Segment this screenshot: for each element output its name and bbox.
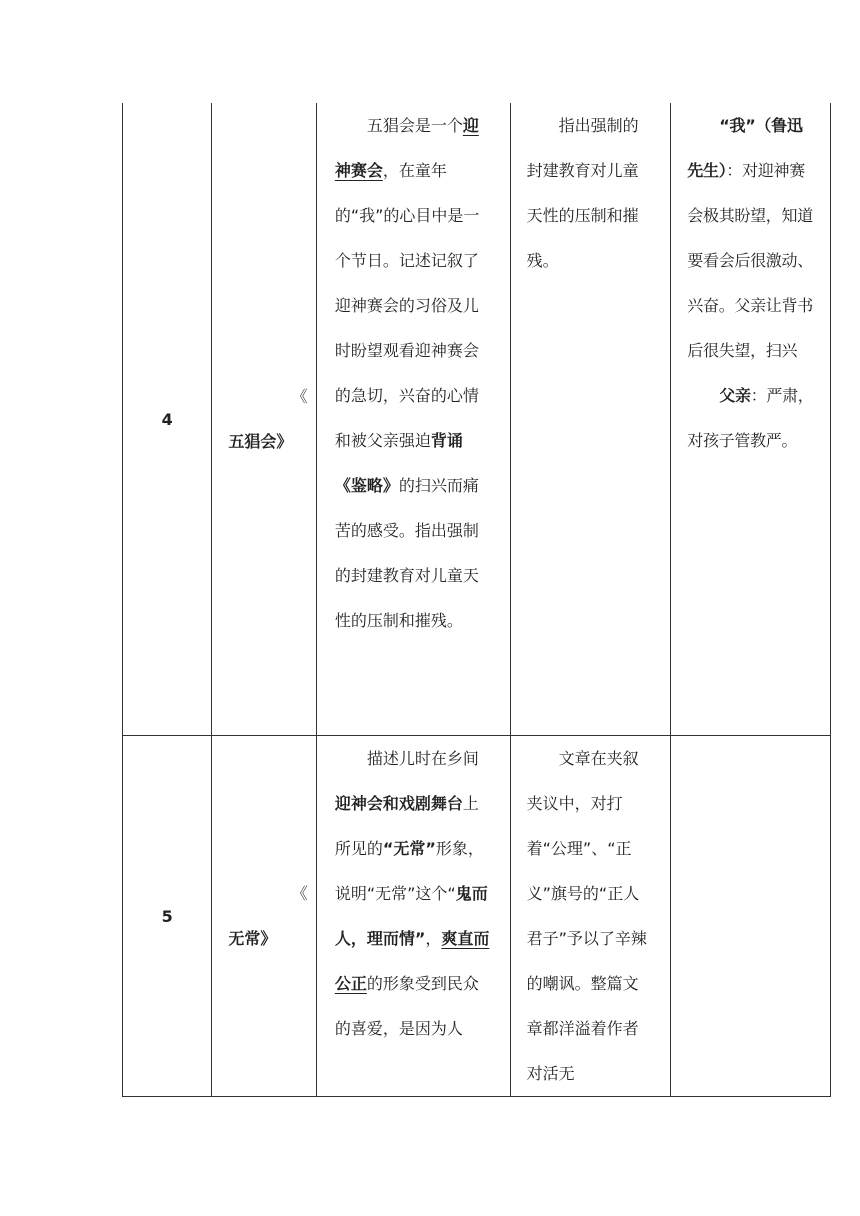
character-name: “我”（鲁迅先生）: [687, 116, 803, 180]
keyword-underlined: 爽直而公正: [334, 929, 490, 993]
content-summary-cell: 描述儿时在乡间迎神会和戏剧舞台上所见的“无常”形象，说明“无常”这个“鬼而人，理而情”，爽直而公正的形象受到民众的喜爱，是因为人: [316, 736, 510, 1097]
characters-cell: “我”（鲁迅先生）：对迎神赛会极其盼望，知道要看会后很激动、兴奋。父亲让背书后很失望，扫兴 父亲：严肃，对孩子管教严。: [671, 103, 831, 736]
keyword-bold: 背诵《鉴略》: [334, 431, 463, 495]
keyword-bold: 鬼而人，理而情”: [334, 884, 488, 948]
theme-cell: [510, 736, 671, 1097]
keyword-underlined: 迎神赛会: [334, 116, 479, 180]
title-open-bracket: 《: [291, 387, 308, 406]
table-row: [123, 736, 831, 1097]
theme-cell: [510, 103, 671, 736]
characters-cell: [671, 736, 831, 1097]
title-open-bracket: 《: [291, 884, 308, 903]
reading-notes-table: [122, 103, 831, 1097]
chapter-title: 无常》: [228, 929, 277, 948]
keyword-bold: “无常”: [382, 839, 436, 858]
table-row: [123, 103, 831, 736]
theme-text: 文章在夹叙夹议中，对打着“公理”、“正义”旗号的“正人君子”予以了辛辣的嘲讽。整篇文章都洋溢着作者对活无: [526, 749, 647, 1083]
row-number: 5: [123, 736, 212, 1097]
row-number: 4: [123, 103, 212, 736]
chapter-title-cell: [212, 736, 316, 1097]
theme-text: 指出强制的封建教育对儿童天性的压制和摧残。: [526, 116, 639, 270]
character-name: 父亲: [719, 386, 751, 405]
chapter-title: 五猖会》: [228, 432, 293, 451]
chapter-title-cell: [212, 103, 316, 736]
content-summary-cell: 五猖会是一个迎神赛会，在童年的“我”的心目中是一个节日。记述记叙了迎神赛会的习俗及儿时盼望观看迎神赛会的急切，兴奋的心情和被父亲强迫背诵《鉴略》的扫兴而痛苦的感受。指出强制的封建教育对儿童天性的压制和摧残。: [316, 103, 510, 736]
keyword-bold: 迎神会和戏剧舞台: [334, 794, 463, 813]
